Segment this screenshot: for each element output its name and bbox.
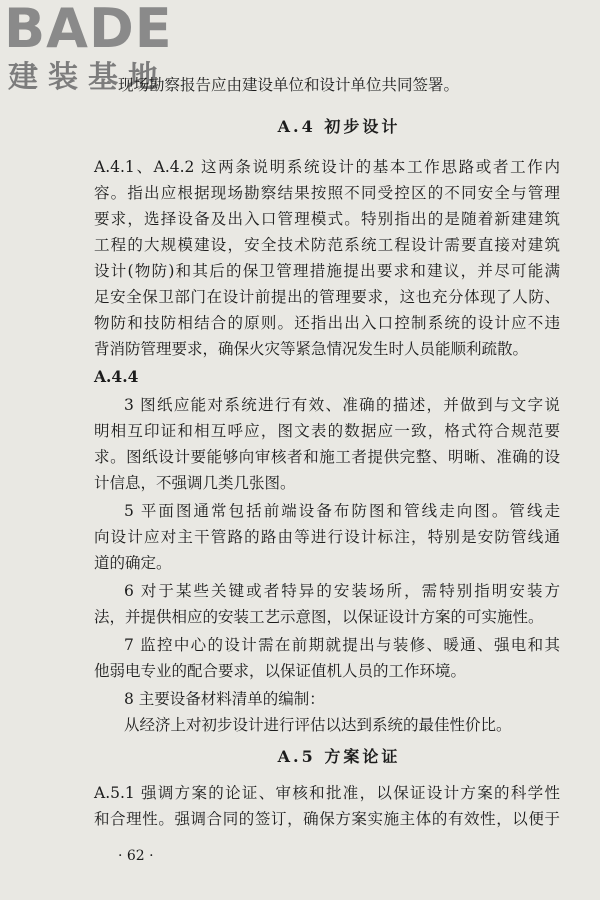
text-line: 求。图纸设计要能够向审核者和施工者提供完整、明晰、准确的设 xyxy=(94,448,560,466)
text-line: 和合理性。强调合同的签订，确保方案实施主体的有效性，以便于 xyxy=(94,810,560,828)
text-line: 足安全保卫部门在设计前提出的管理要求，这也充分体现了人防、 xyxy=(94,288,560,306)
clause-number-a44: A.4.4 xyxy=(94,367,139,386)
page-number: · 62 · xyxy=(118,848,154,864)
logo-latin-text: BADE xyxy=(4,0,173,60)
text-line: 物防和技防相结合的原则。还指出出入口控制系统的设计应不违 xyxy=(94,314,560,332)
text-line: 他弱电专业的配合要求，以保证值机人员的工作环境。 xyxy=(94,662,467,680)
text-line-clause-a51: A.5.1 强调方案的论证、审核和批准，以保证设计方案的科学性 xyxy=(94,784,560,802)
text-line: 容。指出应根据现场勘察结果按照不同受控区的不同安全与管理 xyxy=(94,184,560,202)
text-line-clause-a41: A.4.1、A.4.2 这两条说明系统设计的基本工作思路或者工作内 xyxy=(94,158,560,176)
text-line: 向设计应对主干管路的路由等进行设计标注，特别是安防管线通 xyxy=(94,528,560,546)
text-line: 明相互印证和相互呼应，图文表的数据应一致，格式符合规范要 xyxy=(94,422,560,440)
logo-chinese-text: 建装基地 xyxy=(8,60,168,95)
text-line: 道的确定。 xyxy=(94,554,172,572)
text-line: 背消防管理要求，确保火灾等紧急情况发生时人员能顺利疏散。 xyxy=(94,340,529,358)
text-line-item-5: 5 平面图通常包括前端设备布防图和管线走向图。管线走 xyxy=(124,502,560,520)
text-line-item-6: 6 对于某些关键或者特异的安装场所，需特别指明安装方 xyxy=(124,582,560,600)
section-heading-a5: A.5 方案论证 xyxy=(277,747,401,766)
section-heading-a4: A.4 初步设计 xyxy=(277,117,401,136)
text-line: 工程的大规模建设，安全技术防范系统工程设计需要直接对建筑 xyxy=(94,236,560,254)
text-line-item-3: 3 图纸应能对系统进行有效、准确的描述，并做到与文字说 xyxy=(124,396,560,414)
text-line: 现场勘察报告应由建设单位和设计单位共同签署。 xyxy=(118,76,460,94)
text-line-item-8: 8 主要设备材料清单的编制： xyxy=(124,690,325,708)
text-line: 计信息，不强调几类几张图。 xyxy=(94,474,296,492)
text-line: 法，并提供相应的安装工艺示意图，以保证设计方案的可实施性。 xyxy=(94,608,544,626)
text-line-item-7: 7 监控中心的设计需在前期就提出与装修、暖通、强电和其 xyxy=(124,636,560,654)
text-line: 从经济上对初步设计进行评估以达到系统的最佳性价比。 xyxy=(124,716,512,734)
text-line: 设计(物防)和其后的保卫管理措施提出要求和建议，并尽可能满 xyxy=(94,262,560,280)
text-line: 要求，选择设备及出入口管理模式。特别指出的是随着新建建筑 xyxy=(94,210,560,228)
